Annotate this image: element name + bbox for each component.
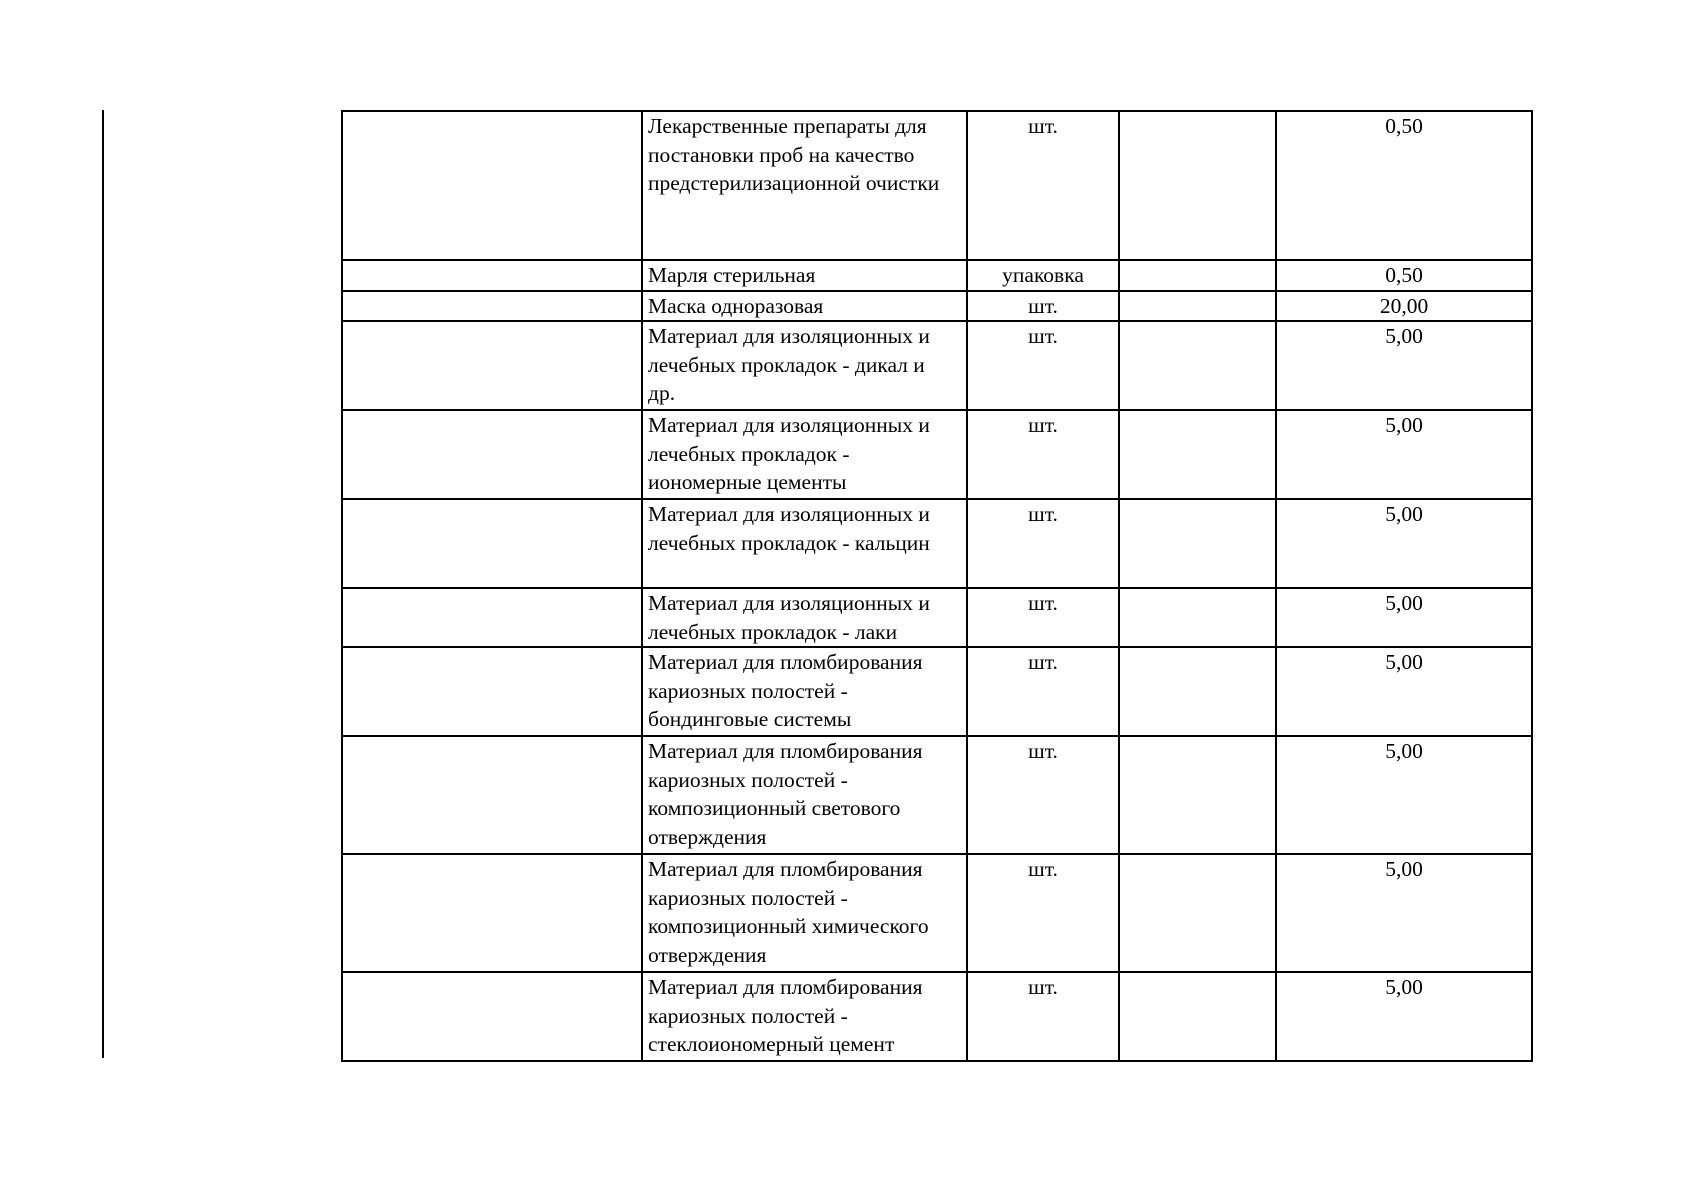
quantity-cell bbox=[1276, 291, 1532, 322]
item-name: Материал для пломбирования кариозных полостей - бондинговые системы bbox=[648, 650, 923, 731]
item-quantity: 5,00 bbox=[1385, 650, 1423, 674]
empty-cell bbox=[342, 972, 642, 1061]
item-name: Материал для изоляционных и лечебных прокладок - кальцин bbox=[648, 502, 930, 555]
item-name-cell bbox=[642, 111, 967, 260]
unit-cell bbox=[967, 588, 1119, 647]
empty-cell bbox=[1119, 854, 1276, 972]
item-quantity: 0,50 bbox=[1385, 114, 1423, 138]
item-quantity: 5,00 bbox=[1385, 324, 1423, 348]
quantity-cell bbox=[1276, 321, 1532, 410]
empty-cell bbox=[342, 736, 642, 854]
item-name: Лекарственные препараты для постановки проб на качество предстерилизационной очистки bbox=[648, 114, 940, 195]
item-name: Материал для изоляционных и лечебных прокладок - лаки bbox=[648, 591, 930, 644]
unit-cell bbox=[967, 260, 1119, 291]
table-row bbox=[342, 647, 1532, 736]
item-unit: шт. bbox=[1028, 650, 1058, 674]
unit-cell bbox=[967, 854, 1119, 972]
item-quantity: 5,00 bbox=[1385, 857, 1423, 881]
table-row bbox=[342, 499, 1532, 588]
item-name-cell bbox=[642, 260, 967, 291]
quantity-cell bbox=[1276, 588, 1532, 647]
materials-table bbox=[341, 110, 1533, 1062]
unit-cell bbox=[967, 972, 1119, 1061]
item-name-cell bbox=[642, 854, 967, 972]
item-name: Марля стерильная bbox=[648, 263, 816, 287]
left-margin-rule bbox=[102, 110, 104, 1058]
table-row bbox=[342, 410, 1532, 499]
empty-cell bbox=[342, 854, 642, 972]
table-row bbox=[342, 736, 1532, 854]
quantity-cell bbox=[1276, 647, 1532, 736]
item-unit: шт. bbox=[1028, 413, 1058, 437]
item-unit: шт. bbox=[1028, 591, 1058, 615]
table-row bbox=[342, 111, 1532, 260]
empty-cell bbox=[1119, 260, 1276, 291]
item-quantity: 5,00 bbox=[1385, 591, 1423, 615]
empty-cell bbox=[342, 111, 642, 260]
quantity-cell bbox=[1276, 410, 1532, 499]
table-row bbox=[342, 260, 1532, 291]
item-name: Материал для пломбирования кариозных полостей - стеклоиономерный цемент bbox=[648, 975, 923, 1056]
table-row bbox=[342, 588, 1532, 647]
item-unit: шт. bbox=[1028, 114, 1058, 138]
item-name-cell bbox=[642, 291, 967, 322]
quantity-cell bbox=[1276, 111, 1532, 260]
item-name-cell bbox=[642, 588, 967, 647]
item-unit: шт. bbox=[1028, 739, 1058, 763]
empty-cell bbox=[1119, 588, 1276, 647]
item-name: Материал для изоляционных и лечебных прокладок - дикал и др. bbox=[648, 324, 930, 405]
table-row bbox=[342, 321, 1532, 410]
item-unit: шт. bbox=[1028, 293, 1058, 318]
empty-cell bbox=[1119, 321, 1276, 410]
item-unit: упаковка bbox=[1002, 263, 1084, 287]
empty-cell bbox=[1119, 647, 1276, 736]
unit-cell bbox=[967, 410, 1119, 499]
quantity-cell bbox=[1276, 499, 1532, 588]
empty-cell bbox=[342, 499, 642, 588]
empty-cell bbox=[342, 291, 642, 322]
unit-cell bbox=[967, 499, 1119, 588]
item-name-cell bbox=[642, 736, 967, 854]
empty-cell bbox=[342, 321, 642, 410]
empty-cell bbox=[1119, 499, 1276, 588]
item-name: Маска одноразовая bbox=[648, 293, 824, 318]
unit-cell bbox=[967, 647, 1119, 736]
empty-cell bbox=[1119, 111, 1276, 260]
quantity-cell bbox=[1276, 260, 1532, 291]
empty-cell bbox=[342, 647, 642, 736]
item-quantity: 5,00 bbox=[1385, 975, 1423, 999]
item-name: Материал для пломбирования кариозных полостей - композиционный светового отверждения bbox=[648, 739, 923, 849]
quantity-cell bbox=[1276, 854, 1532, 972]
table-row bbox=[342, 291, 1532, 322]
empty-cell bbox=[342, 260, 642, 291]
materials-table-body bbox=[342, 111, 1532, 1061]
item-name-cell bbox=[642, 647, 967, 736]
item-name-cell bbox=[642, 499, 967, 588]
item-name-cell bbox=[642, 972, 967, 1061]
empty-cell bbox=[342, 410, 642, 499]
item-name: Материал для пломбирования кариозных полостей - композиционный химического отверждения bbox=[648, 857, 929, 967]
item-name-cell bbox=[642, 321, 967, 410]
item-unit: шт. bbox=[1028, 502, 1058, 526]
item-quantity: 20,00 bbox=[1379, 293, 1429, 318]
unit-cell bbox=[967, 111, 1119, 260]
empty-cell bbox=[342, 588, 642, 647]
unit-cell bbox=[967, 736, 1119, 854]
unit-cell bbox=[967, 321, 1119, 410]
empty-cell bbox=[1119, 410, 1276, 499]
empty-cell bbox=[1119, 291, 1276, 322]
item-quantity: 5,00 bbox=[1385, 502, 1423, 526]
item-unit: шт. bbox=[1028, 857, 1058, 881]
item-name-cell bbox=[642, 410, 967, 499]
item-unit: шт. bbox=[1028, 975, 1058, 999]
quantity-cell bbox=[1276, 736, 1532, 854]
item-unit: шт. bbox=[1028, 324, 1058, 348]
item-quantity: 5,00 bbox=[1385, 413, 1423, 437]
empty-cell bbox=[1119, 972, 1276, 1061]
quantity-cell bbox=[1276, 972, 1532, 1061]
item-name: Материал для изоляционных и лечебных прокладок - иономерные цементы bbox=[648, 413, 930, 494]
table-row bbox=[342, 854, 1532, 972]
empty-cell bbox=[1119, 736, 1276, 854]
item-quantity: 0,50 bbox=[1385, 263, 1423, 287]
table-row bbox=[342, 972, 1532, 1061]
unit-cell bbox=[967, 291, 1119, 322]
item-quantity: 5,00 bbox=[1385, 739, 1423, 763]
